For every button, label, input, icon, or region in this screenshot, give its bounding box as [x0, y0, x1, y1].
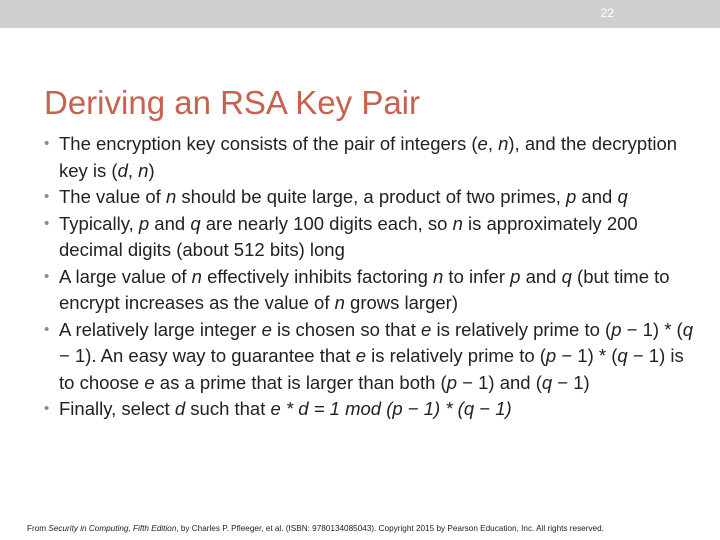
italic-text-run: q — [682, 318, 693, 340]
bullet-list — [44, 131, 694, 423]
text-run: From — [27, 524, 49, 533]
text-run: A relatively large integer — [59, 318, 262, 340]
text-run: , by Charles P. Pfleeger, et al. (ISBN: 9780134085043). Copyright 2015 by Pearson Education, Inc. All rights reserved. — [176, 524, 604, 533]
italic-text-run: n — [334, 292, 345, 313]
italic-text-run: e * d = 1 mod (p − 1) * (q − 1) — [270, 398, 512, 419]
italic-text-run: n — [138, 159, 149, 181]
text-run: − 1). An easy way to guarantee that — [59, 345, 356, 366]
italic-text-run: e — [421, 318, 432, 340]
text-run: The value of — [59, 186, 166, 207]
italic-text-run: p — [611, 318, 622, 340]
text-run: (but time to encrypt increases as the value of — [59, 265, 670, 313]
italic-text-run: p — [446, 371, 458, 393]
italic-text-run: p — [545, 345, 557, 366]
text-run: are nearly 100 digits each, so — [200, 212, 453, 234]
text-run: Finally, select — [59, 398, 175, 419]
text-run: grows larger) — [344, 292, 458, 313]
bullet-item — [44, 317, 694, 397]
text-run: to infer — [443, 265, 511, 287]
text-run: as a prime that is larger than both ( — [154, 371, 447, 393]
italic-text-run: n — [433, 265, 444, 287]
italic-text-run: q — [541, 371, 553, 393]
text-run: − 1) and ( — [457, 371, 542, 393]
italic-text-run: d — [174, 398, 186, 419]
text-run: − 1) * ( — [556, 345, 618, 366]
text-run: and — [576, 186, 618, 207]
slide-title: Deriving an RSA Key Pair — [44, 84, 421, 122]
bullet-item — [44, 131, 694, 184]
italic-text-run: p — [138, 212, 150, 234]
text-run: is relatively prime to ( — [366, 345, 546, 366]
text-run: and — [520, 265, 562, 287]
text-run: − 1) * ( — [621, 318, 683, 340]
text-run: such that — [185, 398, 271, 419]
italic-text-run: p — [566, 186, 577, 207]
text-run: Typically, — [59, 212, 139, 234]
italic-text-run: q — [561, 265, 572, 287]
italic-text-run: n — [165, 186, 177, 207]
bullet-item — [44, 396, 694, 423]
text-run: , — [127, 159, 139, 181]
bullet-item — [44, 211, 694, 264]
italic-text-run: q — [617, 186, 628, 207]
header-bar — [0, 0, 720, 28]
italic-text-run: d — [117, 159, 128, 181]
text-run: ) — [148, 159, 155, 181]
text-run: and — [149, 212, 191, 234]
italic-text-run: p — [510, 265, 521, 287]
text-run: A large value of — [59, 265, 192, 287]
text-run: ), and the decryption key is ( — [59, 133, 678, 181]
page-number: 22 — [600, 6, 614, 20]
text-run: , — [487, 133, 499, 154]
italic-text-run: e — [144, 371, 155, 393]
italic-text-run: n — [191, 265, 202, 287]
italic-text-run: q — [190, 212, 201, 234]
text-run: effectively inhibits factoring — [201, 265, 433, 287]
text-run: is relatively prime to ( — [431, 318, 612, 340]
italic-text-run: e — [477, 133, 488, 154]
text-run: should be quite large, a product of two primes, — [176, 186, 566, 207]
italic-text-run: n — [498, 133, 509, 154]
text-run: is chosen so that — [271, 318, 422, 340]
text-run: is approximately 200 decimal digits (about 512 bits) long — [59, 212, 638, 260]
text-run: − 1) is to choose — [59, 345, 684, 393]
bullet-item — [44, 184, 694, 211]
italic-text-run: e — [355, 345, 367, 366]
text-run: The encryption key consists of the pair of integers ( — [59, 133, 478, 154]
italic-text-run: Security in Computing, Fifth Edition — [48, 524, 177, 533]
italic-text-run: q — [617, 345, 628, 366]
italic-text-run: e — [261, 318, 272, 340]
bullet-item — [44, 264, 694, 317]
footer-citation — [27, 524, 717, 533]
italic-text-run: n — [452, 212, 463, 234]
text-run: − 1) — [552, 371, 590, 393]
